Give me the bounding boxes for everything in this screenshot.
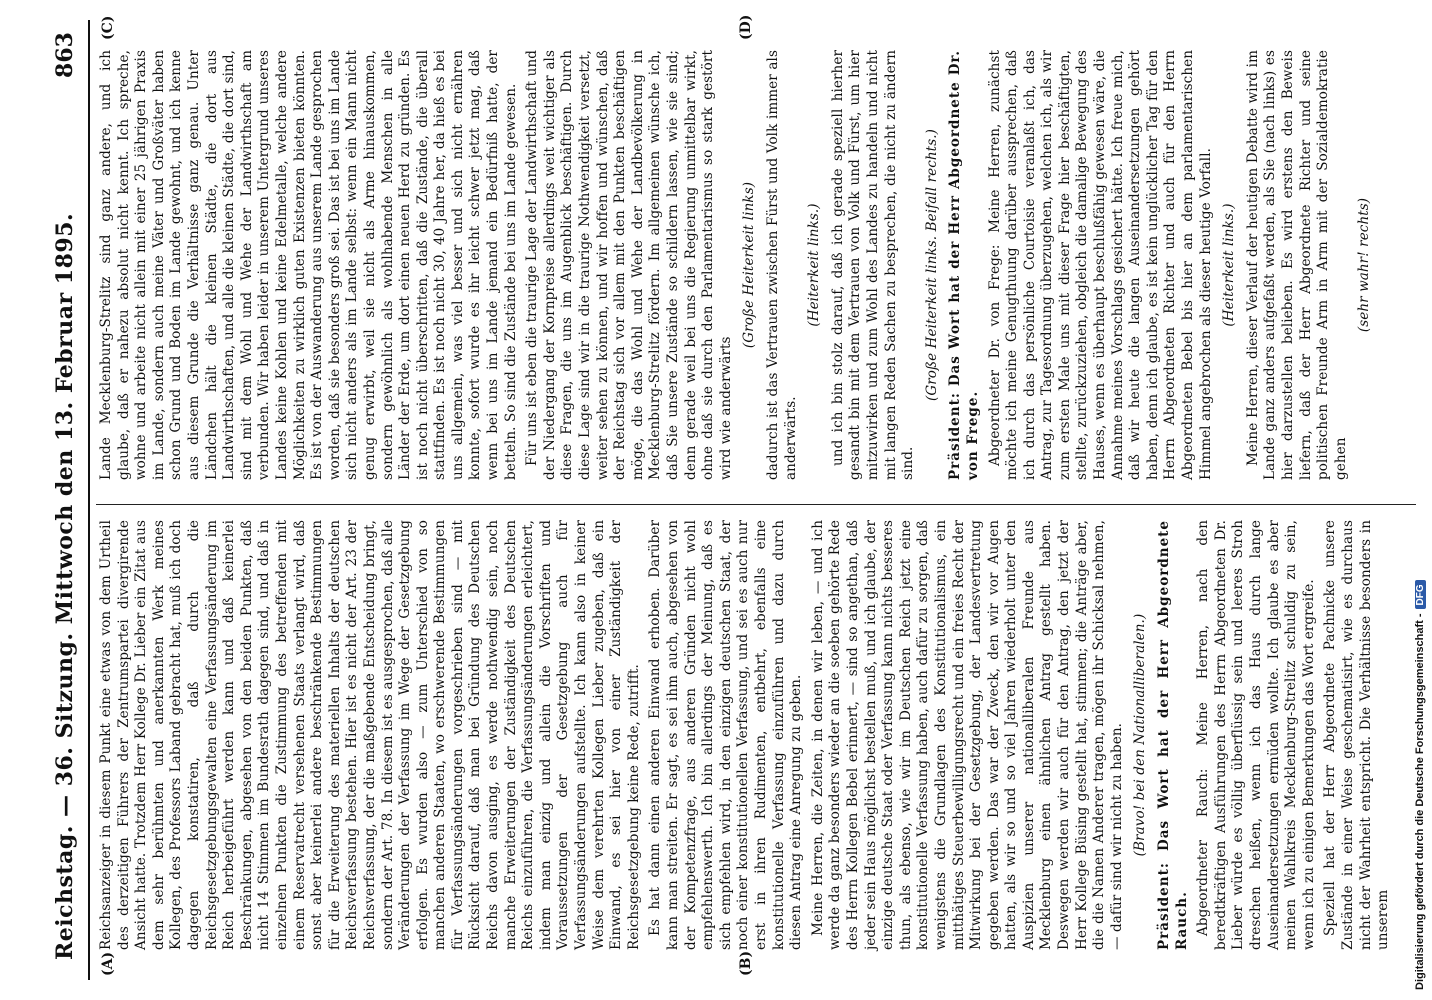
speaker-line: Präsident: Das Wort hat der Herr Abgeordnete Dr. von Frege. (947, 50, 981, 480)
paragraph: und ich bin stolz darauf, daß ich gerade speziell hierher gesandt bin mit dem Vertrauen von Volk und Fürst, um hier mitzuwirken und zum Wohl des Landes zu handeln und nicht mit langen Reden Sachen zu besprechen, die nicht zu ändern sind. (829, 50, 917, 480)
paragraph: Meine Herren, die Zeiten, in denen wir leben, — und ich werde da ganz besonders wieder an die soeben gehörte Rede des Herrn Kollegen Bebel erinnert, — sind so angethan, daß jeder sein Haus möglichst bestellen muß, und ich glaube, der einzige deutsche Staat oder Verfassung kann nichts besseres thun, als ebenso, wie wir im Deutschen Reich jetzt eine konstitutionelle Verfassung haben, auch dafür zu sorgen, daß wenigstens die Grundlagen des Konstitutionalismus, ein mitthätiges Steuerbewilligungsrecht und ein freies Recht der Mitwirkung bei der Gesetzgebung, der Landesvertretung gegeben werden. Das war der Zweck, den wir vor Augen hatten, als wir so und so viel Jahren wiederholt unter den Auspizien unserer nationalliberalen Freunde aus Mecklenburg einen ähnlichen Antrag gestellt haben. Deswegen werden wir auch für den Antrag, den jetzt der Herr Kollege Büsing gestellt hat, stimmen; die Anträge aber, die die Namen Anderer tragen, mögen ihr Schicksal nehmen, — dafür sind wir nicht zu haben. (809, 520, 1125, 950)
interjection: (Große Heiterkeit links) (741, 181, 758, 349)
paragraph: Abgeordneter Rauch: Meine Herren, nach den beredtkräftigen Ausführungen des Herrn Abgeordneten Dr. Lieber würde es völlig überflüssig sein und leeres Stroh dreschen heißen, wenn ich das Haus durch lange Auseinandersetzungen ermüden wollte. Ich glaube es aber meinen Wahlkreis Mecklenburg-Strelitz schuldig zu sein, wenn ich zu einigen Bemerkungen das Wort ergreife. (1195, 520, 1317, 950)
dfg-logo: DFG (1415, 580, 1426, 609)
speaker-line: Präsident: Das Wort hat der Herr Abgeordnete Rauch. (1156, 520, 1190, 950)
page-number: 863 (52, 32, 78, 78)
paragraph: Für uns ist eben die traurige Lage der Landwirthschaft und der Niedergang der Kornpreise allerdings weit wichtiger als diese Fragen, die uns im Augenblick beschäftigen. Durch diese Lage sind wir in die traurige Nothwendigkeit versetzt, weiter sehen zu können, und wir hoffen und wünschen, daß der Reichstag sich vor allem mit den Punkten beschäftigen möge, die das Wohl und Wehe der Landbevölkerung in Mecklenburg-Strelitz fördern. Im allgemeinen wünsche ich, daß Sie unsere Zustände so schildern lassen, wie sie sind; denn gerade weil bei uns die Regierung unmittelbar wirkt, ohne daß sie durch den Parlamentarismus so stark gestört wird wie anderwärts (524, 50, 734, 480)
interjection: (Große Heiterkeit links. Beifall rechts.) (923, 129, 940, 402)
margin-marker-c: (C) (100, 15, 116, 40)
paragraph: Es hat dann einen anderen Einwand erhoben. Darüber kann man streiten. Er sagt, es sei ihm auch, abgesehen von der Kompetenzfrage, aus anderen Gründen nicht wohl empfehlenswerth. Ich bin allerdings der Meinung, daß es sich empfehlen wird, in den einzigen deutschen Staat, der noch einer konstitutionellen Verfassung, und sei es auch nur erst in ihren Rudimenten, entbehrt, ebenfalls eine konstitutionelle Verfassung einzuführen und dazu durch diesen Antrag eine Anregung zu geben. (647, 520, 805, 950)
column-divider (96, 504, 1416, 505)
interjection: (Heiterkeit links.) (806, 203, 823, 327)
digitization-note: Digitalisierung gefördert durch die Deutsche Forschungsgemeinschaft - (1414, 613, 1426, 990)
digitization-footer (1414, 580, 1426, 990)
interjection: (sehr wahr! rechts) (1356, 197, 1373, 333)
header-title: Reichstag. — 36. Sitzung. Mittwoch den 13. Februar 1895. (52, 212, 78, 960)
left-column (98, 520, 1397, 950)
page-header (38, 20, 90, 980)
margin-marker-b: (B) (738, 950, 754, 976)
interjection: (Bravo! bei den Nationalliberalen.) (1132, 613, 1149, 857)
right-column (98, 50, 1380, 480)
interjection: (Heiterkeit links.) (1221, 203, 1238, 327)
paragraph: Speziell hat der Herr Abgeordnete Pachnicke unsere Zustände in einer Weise geschematisirt, wie es durchaus nicht der Wahrheit entspricht. Die Verhältnisse besonders in unserem (1322, 520, 1392, 950)
paragraph: Lande Mecklenburg-Strelitz sind ganz andere, und ich glaube, daß er nahezu absolut nicht kennt. Ich spreche, wohne und arbeite nicht allein mit einer 25 jährigen Praxis im Lande, sondern auch meine Väter und Großväter haben schon Grund und Boden im Lande gewohnt, und ich kenne aus diesem Grunde die Verhältnisse ganz genau. Unter Ländchen hält die kleinen Städte, die dort aus Landwirthschaften, und alle die kleinen Städte, die dort sind, sind mit dem Wohl und Wehe der Landwirthschaft am verbunden. Wir haben leider in unserem Untergrund unseres Landes keine Kohlen und keine Edelmetalle, welche andere Möglichkeiten zu wirklich guten Existenzen bieten könnten. Es ist von der Auswanderung aus unserem Lande gesprochen worden, daß sie besonders groß sei. Das ist bei uns im Lande sich nicht anders als im Lande selbst: wenn ein Mann nicht genug erwirbt, weil sie nicht als Arme hinauskommen, sondern gewöhnlich als wohlhabende Menschen in alle Länder der Erde, um dort einen neuen Herd zu gründen. Es ist noch nicht überschritten, daß die Zustände, die überall stattfinden. Es ist noch nicht 30, 40 Jahre her, da hieß es bei uns allgemein, was viel besser und sich nicht ernähren konnte, sofort wurde es ihr leicht schwer jetzt mag, daß wenn bei uns im Lande jemand ein Bedürfniß hatte, der betteln. So sind die Zustände bei uns im Lande gewesen. (98, 50, 519, 480)
paragraph: Reichsanzeiger in diesem Punkt eine etwas von dem Urtheil des derzeitigen Führers der Zentrumspartei divergirende Ansicht hatte. Trotzdem Herr Kollege Dr. Lieber ein Zitat aus dem sehr berühmten und anerkannten Werk meines Kollegen, des Professors Laband gebracht hat, muß ich doch dagegen konstatiren, daß durch die Reichsgesetzgebungsgewalten eine Verfassungsänderung im Reich herbeigeführt werden kann und daß keinerlei Beschränkungen, abgesehen von den beiden Punkten, daß nicht 14 Stimmen im Bundesrath dagegen sind, und daß in einzelnen Punkten die Zustimmung des betreffenden mit einem Reservatrecht versehenen Staats verlangt wird, daß sonst aber keinerlei andere beschränkende Bestimmungen für die Erweiterung des materiellen Inhalts der deutschen Reichsverfassung bestehen. Hier ist es nicht der Art. 23 der Reichsverfassung, der die maßgebende Entscheidung bringt, sondern der Art. 78. In diesem ist es ausgesprochen, daß alle Veränderungen der Verfassung im Wege der Gesetzgebung erfolgen. Es wurden also — zum Unterschied von so manchen anderen Staaten, wo erschwerende Bestimmungen für Verfassungsänderungen vorgeschrieben sind — mit Rücksicht darauf, daß man bei Gründung des Deutschen Reichs davon ausging, es werde nothwendig sein, noch manche Erweiterungen der Zuständigkeit des Deutschen Reichs einzuführen, die Verfassungsänderungen erleichtert, indem man einzig und allein die Vorschriften und Voraussetzungen der Gesetzgebung auch für Verfassungsänderungen aufstellte. Ich kann also in keiner Weise dem verehrten Kollegen Lieber zugeben, daß ein Einwand, es sei hier von einer Zuständigkeit der Reichsgesetzgebung keine Rede, zutrifft. (98, 520, 642, 950)
margin-marker-a: (A) (100, 951, 116, 976)
paragraph: dadurch ist das Vertrauen zwischen Fürst und Volk immer als anderwärts. (764, 50, 799, 480)
paragraph: Meine Herren, dieser Verlauf der heutigen Debatte wird im Lande ganz anders aufgefaßt werden, als Sie (nach links) es hier darzustellen belieben. Es wird erstens den Beweis liefern, daß der Herr Abgeordnete Richter und seine politischen Freunde Arm in Arm mit der Sozialdemokratie gehen (1244, 50, 1349, 480)
paragraph: Abgeordneter Dr. von Frege: Meine Herren, zunächst möchte ich meine Genugthuung darüber aussprechen, daß ich durch das persönliche Courtoisie veranlaßt ich, das Antrag, zur Tagesordnung überzugehen, welchen ich, als wir zum ersten Male uns mit dieser Frage hier beschäftigten, stellte, zurückzuziehen, obgleich die damalige Bewegung des Hauses, wenn es überhaupt beschlußfähig gewesen wäre, die Annahme meines Vorschlags gesichert hätte. Ich freue mich, daß wir heute die langen Auseinandersetzungen gehört haben, denn ich glaube, es ist kein unglücklicher Tag für den Herrn Abgeordneten Richter und auch für den Herrn Abgeordneten Bebel bis hier an dem parlamentarischen Himmel angebrochen als dieser heutige Vorfall. (986, 50, 1214, 480)
margin-marker-d: (D) (738, 14, 754, 40)
document-page (38, 14, 1428, 980)
